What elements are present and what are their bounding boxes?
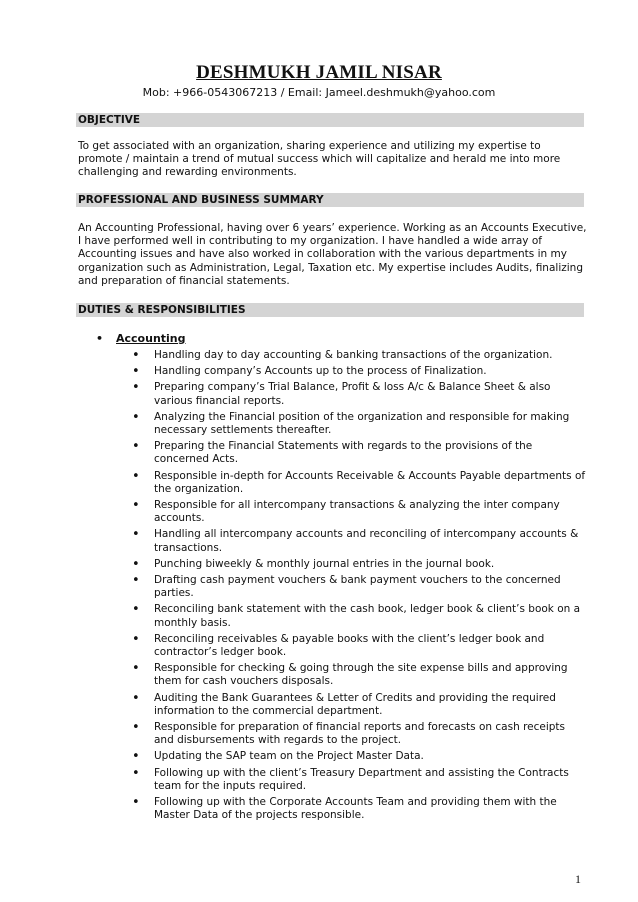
duty-item: • Preparing the Financial Statements with regards to the provisions of the concerned Acts. (128, 440, 586, 466)
duty-item: • Analyzing the Financial position of the organization and responsible for making necessary settlements thereafter. (128, 411, 586, 437)
duty-item: • Responsible for checking & going through the site expense bills and approving them for cash vouchers disposals. (128, 662, 586, 688)
duty-item: • Responsible in-depth for Accounts Receivable & Accounts Payable departments of the organization. (128, 470, 586, 496)
duty-item: • Auditing the Bank Guarantees & Letter of Credits and providing the required information to the commercial department. (128, 692, 586, 718)
summary-heading: PROFESSIONAL AND BUSINESS SUMMARY (76, 193, 584, 207)
duties-heading: DUTIES & RESPONSIBILITIES (76, 303, 584, 317)
duty-item: • Drafting cash payment vouchers & bank payment vouchers to the concerned parties. (128, 574, 586, 600)
contact-line: Mob: +966-0543067213 / Email: Jameel.deshmukh@yahoo.com (142, 86, 496, 99)
duty-item: • Preparing company’s Trial Balance, Profit & loss A/c & Balance Sheet & also various financial reports. (128, 381, 586, 407)
page-number: 1 (575, 872, 581, 886)
duty-item: • Punching biweekly & monthly journal entries in the journal book. (128, 558, 586, 571)
duty-item: • Handling all intercompany accounts and reconciling of intercompany accounts & transactions. (128, 528, 586, 554)
duty-item: • Handling company’s Accounts up to the process of Finalization. (128, 365, 586, 378)
duties-category (98, 332, 186, 345)
duty-item: • Handling day to day accounting & banking transactions of the organization. (128, 349, 586, 362)
duties-category-label: Accounting (116, 332, 186, 345)
summary-text: An Accounting Professional, having over 6 years’ experience. Working as an Accounts Executive, I have performed well in contributing to my organization. I have handled a wide array of Accounting issues and have also worked in collaboration with the various departments in my organization such as Administration, Legal, Taxation etc. My expertise includes Audits, finalizing and preparation of financial statements. (78, 222, 587, 287)
duties-list (128, 349, 586, 826)
duty-item: • Responsible for all intercompany transactions & analyzing the inter company accounts. (128, 499, 586, 525)
duty-item: • Following up with the client’s Treasury Department and assisting the Contracts team for the inputs required. (128, 767, 586, 793)
candidate-name: DESHMUKH JAMIL NISAR (196, 62, 442, 83)
objective-heading: OBJECTIVE (76, 113, 584, 127)
duty-item: • Updating the SAP team on the Project Master Data. (128, 750, 586, 763)
bullet-icon: • (96, 332, 104, 345)
duty-item: • Responsible for preparation of financial reports and forecasts on cash receipts and disbursements with regards to the project. (128, 721, 586, 747)
objective-text: To get associated with an organization, sharing experience and utilizing my expertise to promote / maintain a trend of mutual success which will capitalize and herald me into more challenging and rewarding environments. (78, 140, 561, 179)
duty-item: • Reconciling receivables & payable books with the client’s ledger book and contractor’s ledger book. (128, 633, 586, 659)
duty-item: • Following up with the Corporate Accounts Team and providing them with the Master Data of the projects responsible. (128, 796, 586, 822)
duty-item: • Reconciling bank statement with the cash book, ledger book & client’s book on a monthly basis. (128, 603, 586, 629)
